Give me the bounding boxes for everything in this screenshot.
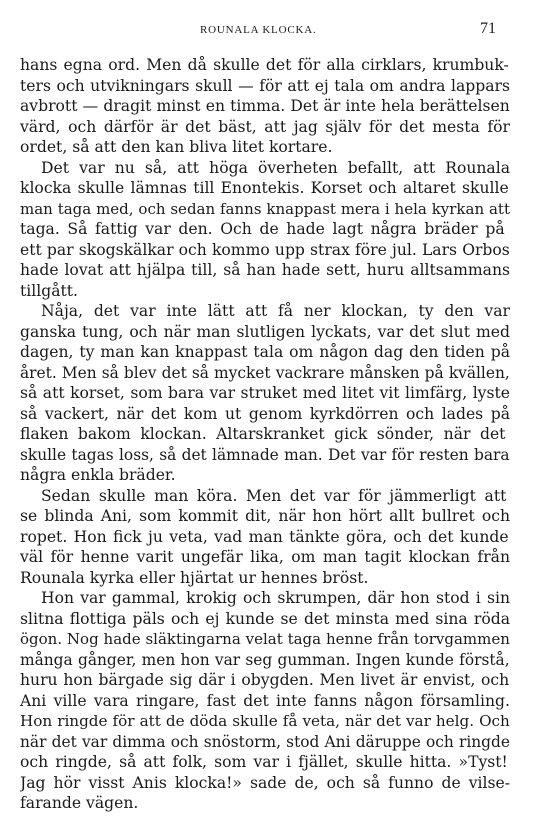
text-line: några enkla bräder. <box>20 466 176 484</box>
text-line: huru hon bärgade sig där i obygden. Men livet är envist, och <box>20 671 510 689</box>
text-line: hans egna ord. Men då skulle det för alla cirklars, krumbuk- <box>20 56 509 74</box>
text-line: Det var nu så, att höga överheten befallt, att Rounala <box>41 158 510 177</box>
body-text <box>20 55 510 814</box>
text-line: året. Men så blev det så mycket vackrare månsken på kvällen, <box>20 363 510 382</box>
text-line: Sedan skulle man köra. Men det var för jämmerligt att <box>41 486 507 505</box>
text-line: skulle tagas loss, så det lämnade man. Det var för resten bara <box>20 445 510 464</box>
text-line: avbrott — dragit minst en timma. Det är inte hela berättelsen <box>20 97 510 115</box>
text-line: ganska tung, och när man slutligen lyckats, var det slut med <box>20 322 510 341</box>
text-line: tillgått. <box>20 281 78 300</box>
page-number: 71 <box>480 20 496 37</box>
text-line: man taga med, och sedan fanns knappast mera i hela kyrkan att <box>20 199 510 218</box>
text-line: när det var dimma och snöstorm, stod Ani däruppe och ringde <box>20 732 510 751</box>
text-line: dagen, ty man kan knappast tala om någon dag den tiden på <box>20 343 510 361</box>
text-line: Hon ringde för att de döda skulle få veta, när det var helg. Och <box>20 712 510 730</box>
text-line: Rounala kyrka eller hjärtat ur hennes bröst. <box>20 568 369 587</box>
text-line: slitna flottiga päls och ej kunde se det minsta med sina röda <box>20 609 510 628</box>
text-line: farande vägen. <box>20 794 139 812</box>
text-line: taga. Så fattig var den. Och de hade lagt några bräder på <box>20 220 505 238</box>
text-line: många gånger, men hon var seg gumman. Ingen kunde förstå, <box>20 650 510 669</box>
text-line: ögon. Nog hade släktingarna velat taga henne från torvgammen <box>20 630 510 648</box>
text-line: väl för henne varit ungefär lika, om man tagit klockan från <box>20 548 510 566</box>
text-line: så vackert, när det kom ut genom kyrkdörren och lades på <box>20 404 510 423</box>
text-line: så att korset, som bara var struket med litet vit limfärg, lyste <box>20 384 510 402</box>
text-line: Jag hör visst Anis klocka!» sade de, och så funno de vilse- <box>20 773 510 792</box>
text-line: Hon var gammal, krokig och skrumpen, där hon stod i sin <box>41 589 510 607</box>
text-line: flaken bakom klockan. Altarskranket gick sönder, när det <box>20 425 506 443</box>
text-line: ordet, så att den kan bliva litet kortare. <box>20 138 333 156</box>
text-line: se blinda Ani, som kommit dit, när hon hört allt bullret och <box>20 507 510 525</box>
text-line: klocka skulle lämnas till Enontekis. Korset och altaret skulle <box>20 179 509 197</box>
text-line: Ani ville vara ringare, fast det inte fanns någon församling. <box>20 691 510 710</box>
text-line: ters och utvikningars skull — för att ej tala om andra lappars <box>20 76 510 95</box>
text-line: ropet. Hon fick ju veta, vad man tänkte göra, och det kunde <box>20 527 509 546</box>
text-line: och ringde, så att folk, som var i fjället, skulle hitta. »Tyst! <box>20 753 508 771</box>
text-line: hade lovat att hjälpa till, så han hade sett, huru alltsammans <box>20 261 510 279</box>
running-title: ROUNALA KLOCKA. <box>200 24 317 36</box>
text-line: ett par skogskälkar och kommo upp strax före jul. Lars Orbos <box>20 240 510 259</box>
text-line: värd, och därför är det bäst, att jag själv för det mesta för <box>20 117 510 136</box>
text-line: Nåja, det var inte lätt att få ner klockan, ty den var <box>41 302 510 320</box>
